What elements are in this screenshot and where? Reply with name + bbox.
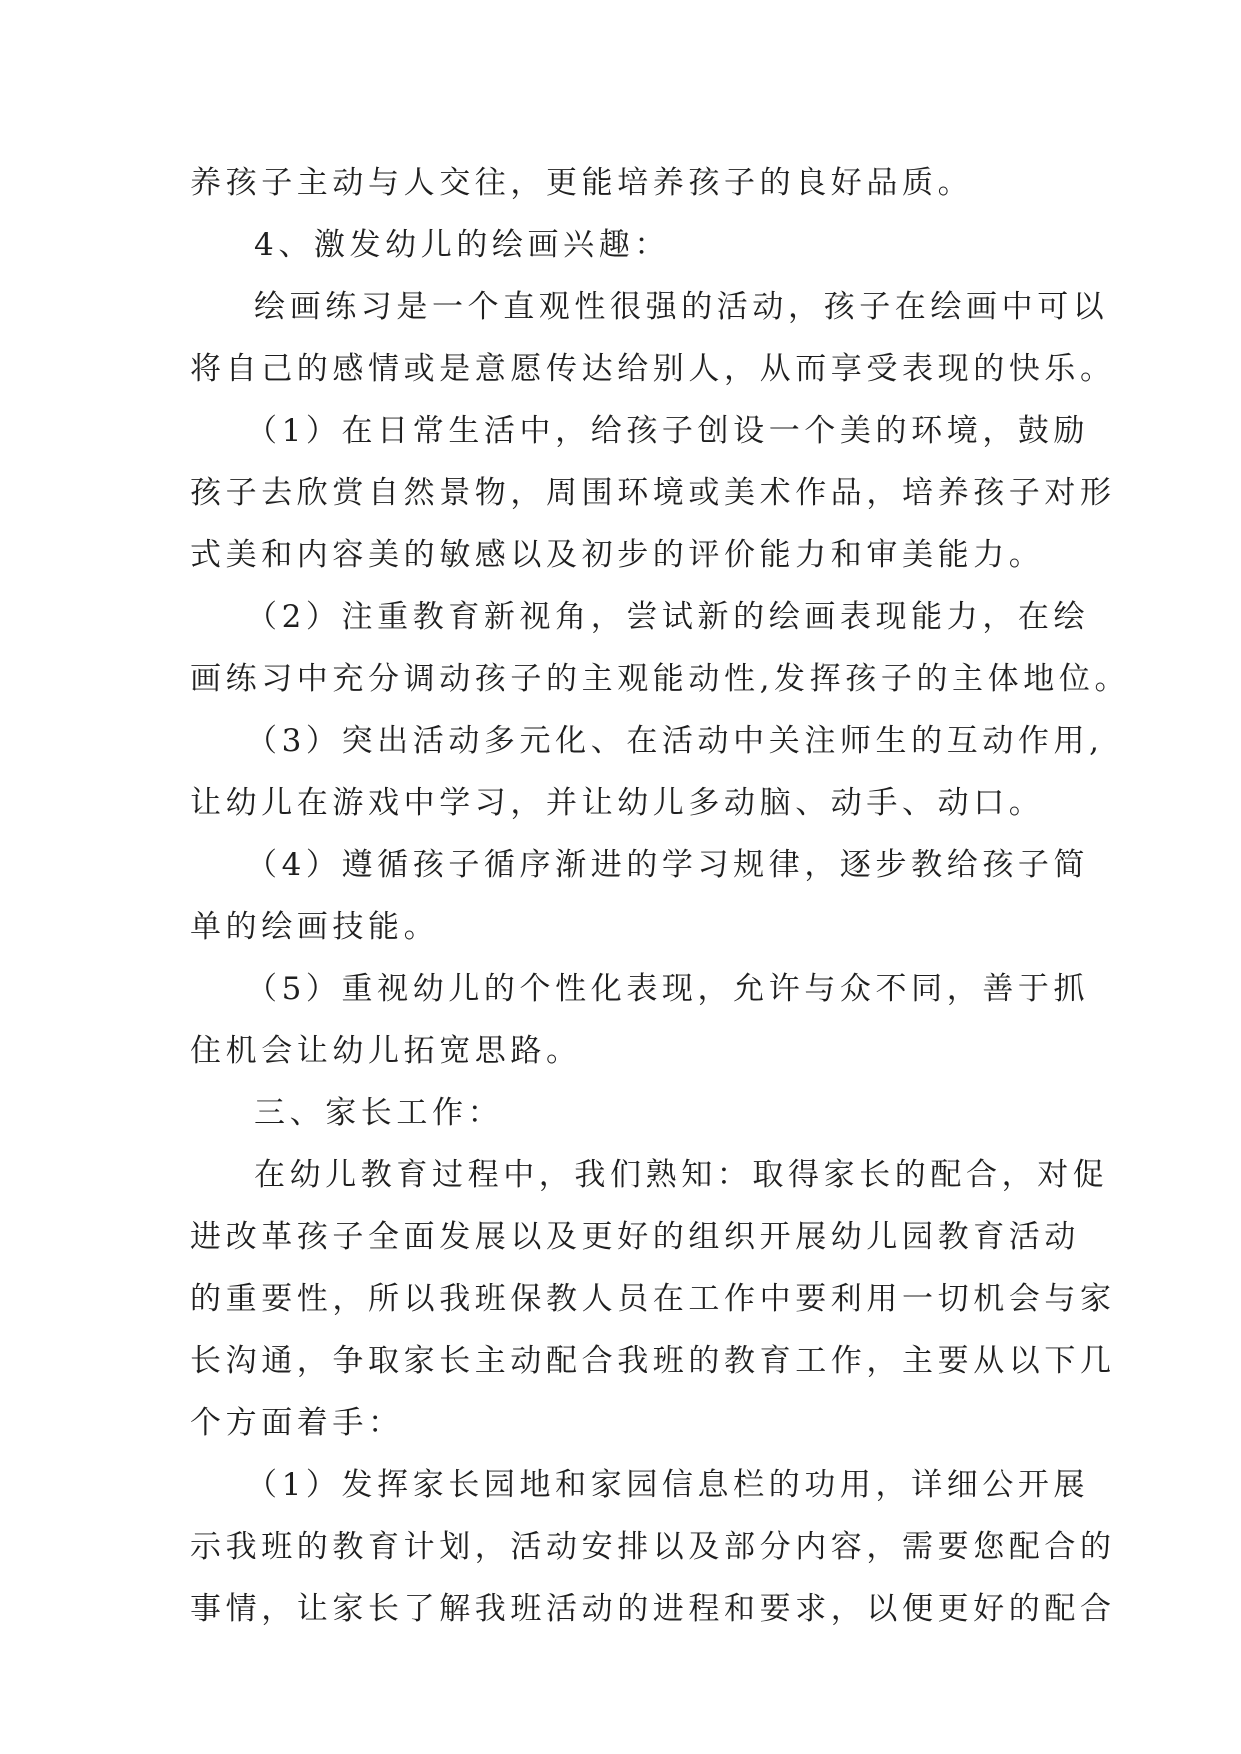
text-line: 式美和内容美的敏感以及初步的评价能力和审美能力。 — [190, 537, 1045, 573]
text-line: 个方面着手： — [190, 1405, 404, 1441]
text-line: 将自己的感情或是意愿传达给别人，从而享受表现的快乐。 — [190, 351, 1116, 387]
text-line: 示我班的教育计划，活动安排以及部分内容，需要您配合的 — [190, 1529, 1116, 1565]
text-line: 绘画练习是一个直观性很强的活动，孩子在绘画中可以 — [254, 289, 1109, 325]
text-line: 事情，让家长了解我班活动的进程和要求，以便更好的配合 — [190, 1591, 1116, 1627]
list-item-line: （2）注重教育新视角，尝试新的绘画表现能力，在绘 — [246, 599, 1090, 635]
text-line: 单的绘画技能。 — [190, 909, 440, 945]
text-line: 养孩子主动与人交往，更能培养孩子的良好品质。 — [190, 165, 974, 201]
text-line: 长沟通，争取家长主动配合我班的教育工作，主要从以下几 — [190, 1343, 1116, 1379]
list-item-line: （3）突出活动多元化、在活动中关注师生的互动作用, — [246, 723, 1104, 759]
list-item-line: （5）重视幼儿的个性化表现，允许与众不同，善于抓 — [246, 971, 1090, 1007]
text-line: 住机会让幼儿拓宽思路。 — [190, 1033, 582, 1069]
list-item-line: （4）遵循孩子循序渐进的学习规律，逐步教给孩子简 — [246, 847, 1090, 883]
text-line: 孩子去欣赏自然景物，周围环境或美术作品，培养孩子对形 — [190, 475, 1116, 511]
text-line: 画练习中充分调动孩子的主观能动性,发挥孩子的主体地位。 — [190, 661, 1131, 697]
text-line: 的重要性，所以我班保教人员在工作中要利用一切机会与家 — [190, 1281, 1116, 1317]
list-item-line: （1）在日常生活中，给孩子创设一个美的环境，鼓励 — [246, 413, 1090, 449]
section-heading: 4、激发幼儿的绘画兴趣： — [254, 227, 670, 263]
section-heading: 三、家长工作： — [254, 1095, 504, 1131]
text-line: 让幼儿在游戏中学习，并让幼儿多动脑、动手、动口。 — [190, 785, 1045, 821]
text-line: 在幼儿教育过程中，我们熟知：取得家长的配合，对促 — [254, 1157, 1109, 1193]
document-page — [190, 152, 1131, 1640]
list-item-line: （1）发挥家长园地和家园信息栏的功用，详细公开展 — [246, 1467, 1090, 1503]
text-line: 进改革孩子全面发展以及更好的组织开展幼儿园教育活动 — [190, 1219, 1080, 1255]
